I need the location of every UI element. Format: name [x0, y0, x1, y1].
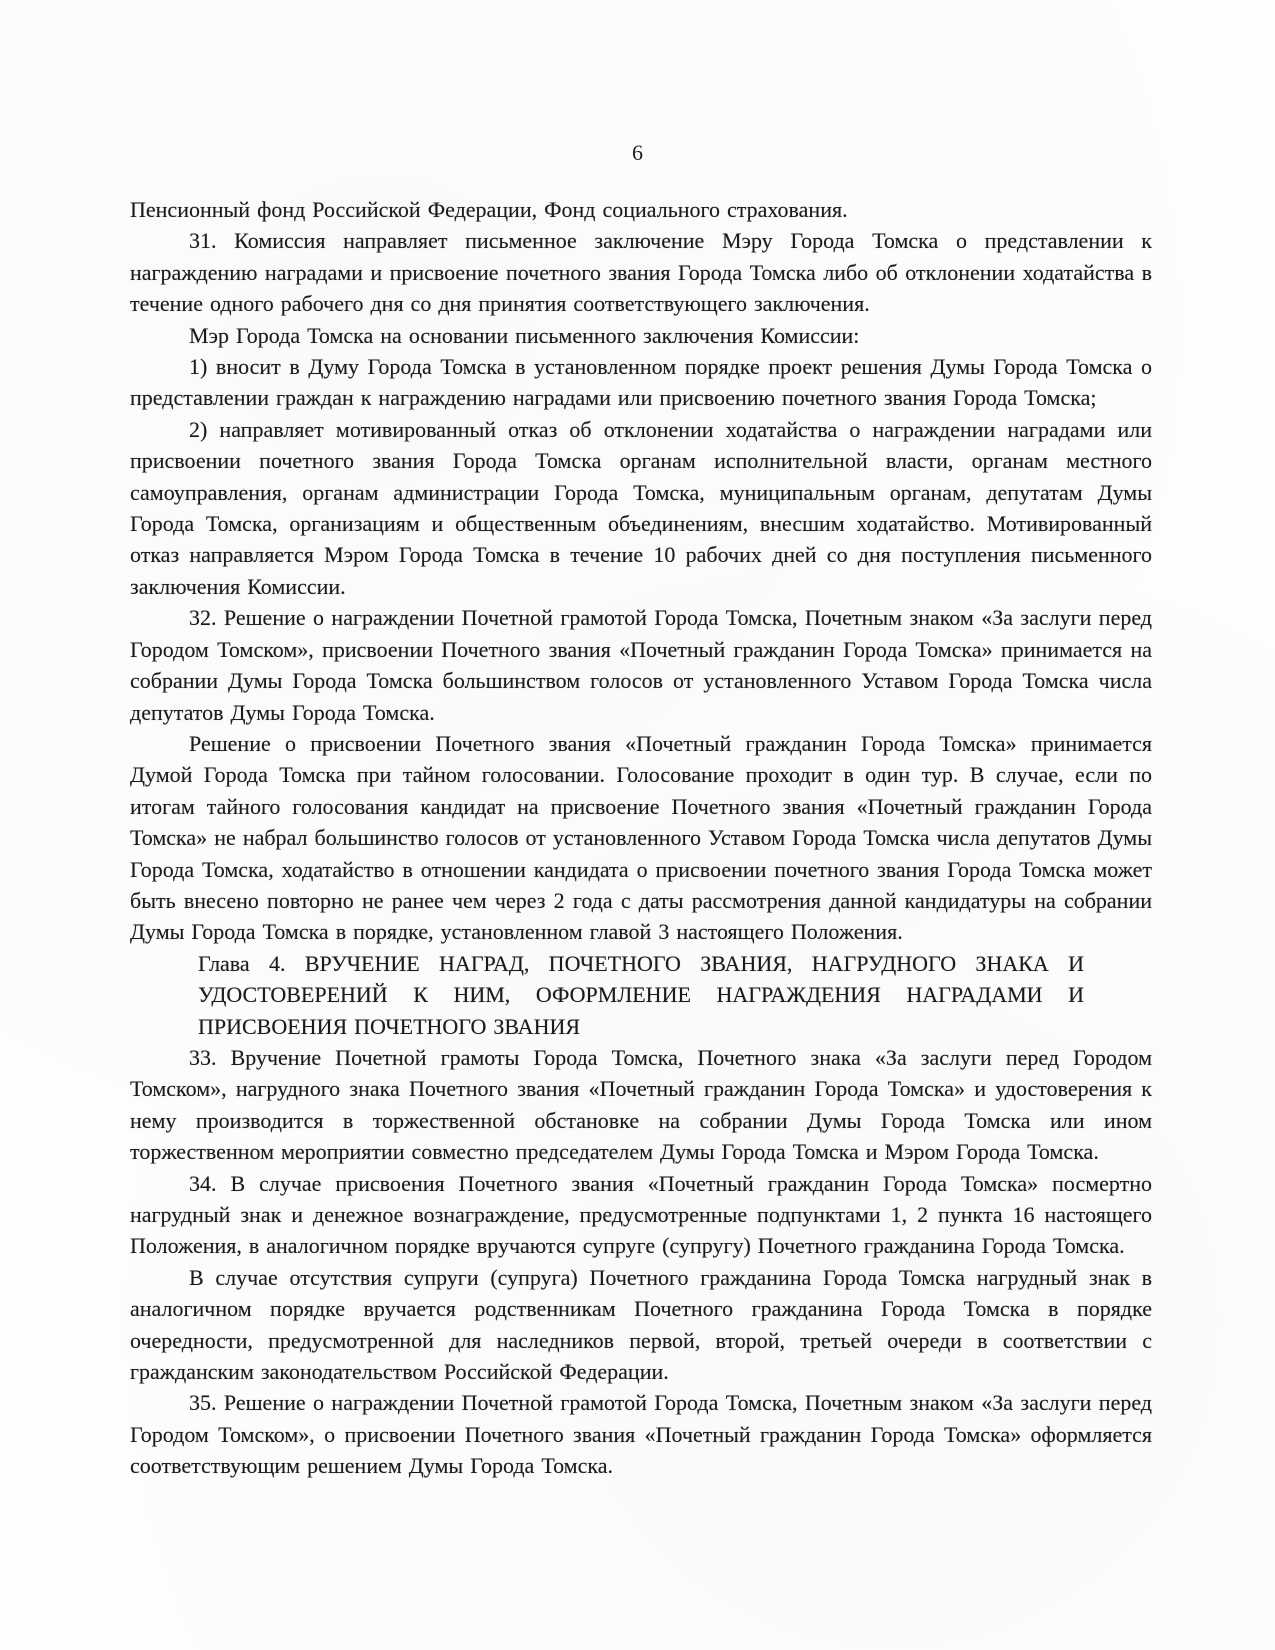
paragraph-mayor-intro: Мэр Города Томска на основании письменного заключения Комиссии:	[189, 322, 860, 348]
page-number: 6	[632, 140, 643, 165]
paragraph-subitem-2: 2) направляет мотивированный отказ об отклонении ходатайства о награждении наградами или присвоении почетного звания Города Томска органам исполнительной власти, органам местного самоуправления, органам администрации Города Томска, муниципальным органам, депутатам Думы Города Томска, организациям и общественным объединениям, внесшим ходатайство. Мотивированный отказ направляется Мэром Города Томска в течение 10 рабочих дней со дня поступления письменного заключения Комиссии.	[130, 416, 1152, 599]
paragraph-item-31: 31. Комиссия направляет письменное заключение Мэру Города Томска о представлении к награждению наградами и присвоение почетного звания Города Томска либо об отклонении ходатайства в течение одного рабочего дня со дня принятия соответствующего заключения.	[130, 228, 1152, 317]
paragraph-continuation: Пенсионный фонд Российской Федерации, Фонд социального страхования.	[130, 197, 848, 222]
paragraph-item-32-secret-vote: Решение о присвоении Почетного звания «Почетный гражданин Города Томска» принимается Думой Города Томска при тайном голосовании. Голосование проходит в один тур. В случае, если по итогам тайного голосования кандидат на присвоение Почетного звания «Почетный гражданин Города Томска» не набрал большинство голосов от установленного Уставом Города Томска числа депутатов Думы Города Томска, ходатайство в отношении кандидата о присвоении почетного звания Города Томска может быть внесено повторно не ранее чем через 2 года с даты рассмотрения данной кандидатуры на собрании Думы Города Томска в порядке, установленном главой 3 настоящего Положения.	[130, 730, 1152, 945]
paragraph-item-35: 35. Решение о награждении Почетной грамотой Города Томска, Почетным знаком «За заслуги перед Городом Томском», о присвоении Почетного звания «Почетный гражданин Города Томска» оформляется соответствующим решением Думы Города Томска.	[130, 1390, 1152, 1479]
body-text-block	[130, 194, 1152, 1482]
paragraph-item-32: 32. Решение о награждении Почетной грамотой Города Томска, Почетным знаком «За заслуги перед Городом Томском», присвоении Почетного звания «Почетный гражданин Города Томска» принимается на собрании Думы Города Томска большинством голосов от установленного Уставом Города Томска числа депутатов Думы Города Томска.	[130, 605, 1152, 725]
paragraph-item-34: 34. В случае присвоения Почетного звания «Почетный гражданин Города Томска» посмертно нагрудный знак и денежное вознаграждение, предусмотренные подпунктами 1, 2 пункта 16 настоящего Положения, в аналогичном порядке вручаются супруге (супругу) Почетного гражданина Города Томска.	[130, 1170, 1152, 1259]
chapter-4-heading: Глава 4. ВРУЧЕНИЕ НАГРАД, ПОЧЕТНОГО ЗВАНИЯ, НАГРУДНОГО ЗНАКА И УДОСТОВЕРЕНИЙ К НИМ, ОФОРМЛЕНИЕ НАГРАЖДЕНИЯ НАГРАДАМИ И ПРИСВОЕНИЯ ПОЧЕТНОГО ЗВАНИЯ	[198, 950, 1084, 1039]
paragraph-item-34-relatives: В случае отсутствия супруги (супруга) Почетного гражданина Города Томска нагрудный знак в аналогичном порядке вручается родственникам Почетного гражданина Города Томска в порядке очередности, предусмотренной для наследников первой, второй, третьей очереди в соответствии с гражданским законодательством Российской Федерации.	[130, 1264, 1152, 1385]
paragraph-subitem-1: 1) вносит в Думу Города Томска в установленном порядке проект решения Думы Города Томска о представлении граждан к награждению наградами или присвоению почетного звания Города Томска;	[130, 354, 1152, 411]
paragraph-item-33: 33. Вручение Почетной грамоты Города Томска, Почетного знака «За заслуги перед Городом Томском», нагрудного знака Почетного звания «Почетный гражданин Города Томска» и удостоверения к нему производится в торжественной обстановке на собрании Думы Города Томска или ином торжественном мероприятии совместно председателем Думы Города Томска и Мэром Города Томска.	[130, 1044, 1152, 1165]
